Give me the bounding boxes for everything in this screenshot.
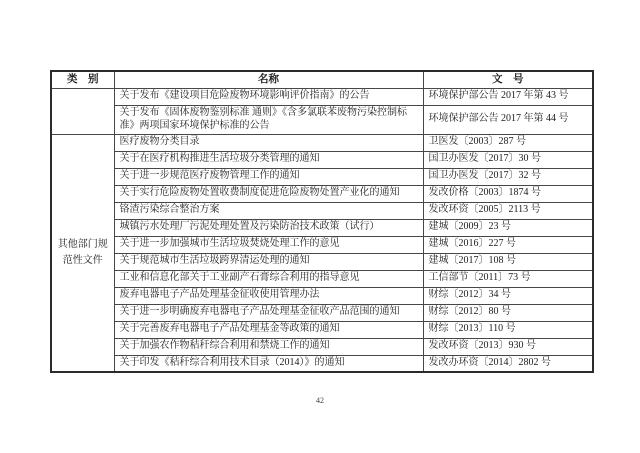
table-row [51,253,593,270]
table-row [51,185,593,202]
name-cell: 关于在医疗机构推进生活垃圾分类管理的通知 [114,151,423,168]
name-cell: 关于印发《秸秆综合利用技术目录（2014）》的通知 [114,355,423,372]
name-cell: 废弃电器电子产品处理基金征收使用管理办法 [114,287,423,304]
doc-no-cell: 工信部节〔2011〕73 号 [423,270,593,287]
doc-no-cell: 建城〔2009〕23 号 [423,219,593,236]
page-number: 42 [316,396,324,405]
name-cell: 关于完善废弃电器电子产品处理基金等政策的通知 [114,321,423,338]
doc-no-cell: 卫医发〔2003〕287 号 [423,134,593,151]
doc-no-cell: 财综〔2013〕110 号 [423,321,593,338]
name-cell: 医疗废物分类目录 [114,134,423,151]
category-column-header: 类 别 [51,71,114,88]
doc-no-cell: 发改价格〔2003〕1874 号 [423,185,593,202]
name-cell: 工业和信息化部关于工业副产石膏综合利用的指导意见 [114,270,423,287]
doc-no-cell: 发改办环资〔2014〕2802 号 [423,355,593,372]
doc-no-cell: 发改环资〔2013〕930 号 [423,338,593,355]
table-header-row [51,71,593,88]
name-cell: 关于进一步规范医疗废物管理工作的通知 [114,168,423,185]
doc-no-cell: 环境保护部公告 2017 年第 43 号 [423,88,593,105]
category-cell-empty [51,88,114,134]
doc-no-cell: 财综〔2012〕80 号 [423,304,593,321]
doc-no-cell: 建城〔2016〕227 号 [423,236,593,253]
name-cell: 关于实行危险废物处置收费制度促进危险废物处置产业化的通知 [114,185,423,202]
doc-no-cell: 财综〔2012〕34 号 [423,287,593,304]
regulations-table [50,70,594,373]
name-cell: 关于规范城市生活垃圾跨界清运处理的通知 [114,253,423,270]
table-row [51,321,593,338]
doc-no-cell: 环境保护部公告 2017 年第 44 号 [423,105,593,134]
name-column-header: 名称 [114,71,423,88]
doc-no-column-header: 文 号 [423,71,593,88]
doc-no-cell: 国卫办医发〔2017〕30 号 [423,151,593,168]
table-row [51,270,593,287]
name-cell: 城镇污水处理厂污泥处理处置及污染防治技术政策（试行） [114,219,423,236]
table-row [51,355,593,372]
table-row [51,105,593,134]
table-row [51,338,593,355]
table-row [51,168,593,185]
table-row [51,219,593,236]
table-row [51,88,593,105]
doc-no-cell: 国卫办医发〔2017〕32 号 [423,168,593,185]
doc-no-cell: 发改环资〔2005〕2113 号 [423,202,593,219]
name-cell: 铬渣污染综合整治方案 [114,202,423,219]
table-row [51,134,593,151]
table-row [51,236,593,253]
doc-no-cell: 建城〔2017〕108 号 [423,253,593,270]
table-row [51,287,593,304]
table-row [51,202,593,219]
name-cell: 关于进一步明确废弃电器电子产品处理基金征收产品范围的通知 [114,304,423,321]
name-cell: 关于发布《固体废物鉴别标准 通则》《含多氯联苯废物污染控制标准》两项国家环境保护标准的公告 [114,105,423,134]
table-row [51,304,593,321]
name-cell: 关于加强农作物秸秆综合利用和禁烧工作的通知 [114,338,423,355]
category-cell-other-departments: 其他部门规范性文件 [51,134,114,372]
table-row [51,151,593,168]
name-cell: 关于进一步加强城市生活垃圾焚烧处理工作的意见 [114,236,423,253]
name-cell: 关于发布《建设项目危险废物环境影响评价指南》的公告 [114,88,423,105]
